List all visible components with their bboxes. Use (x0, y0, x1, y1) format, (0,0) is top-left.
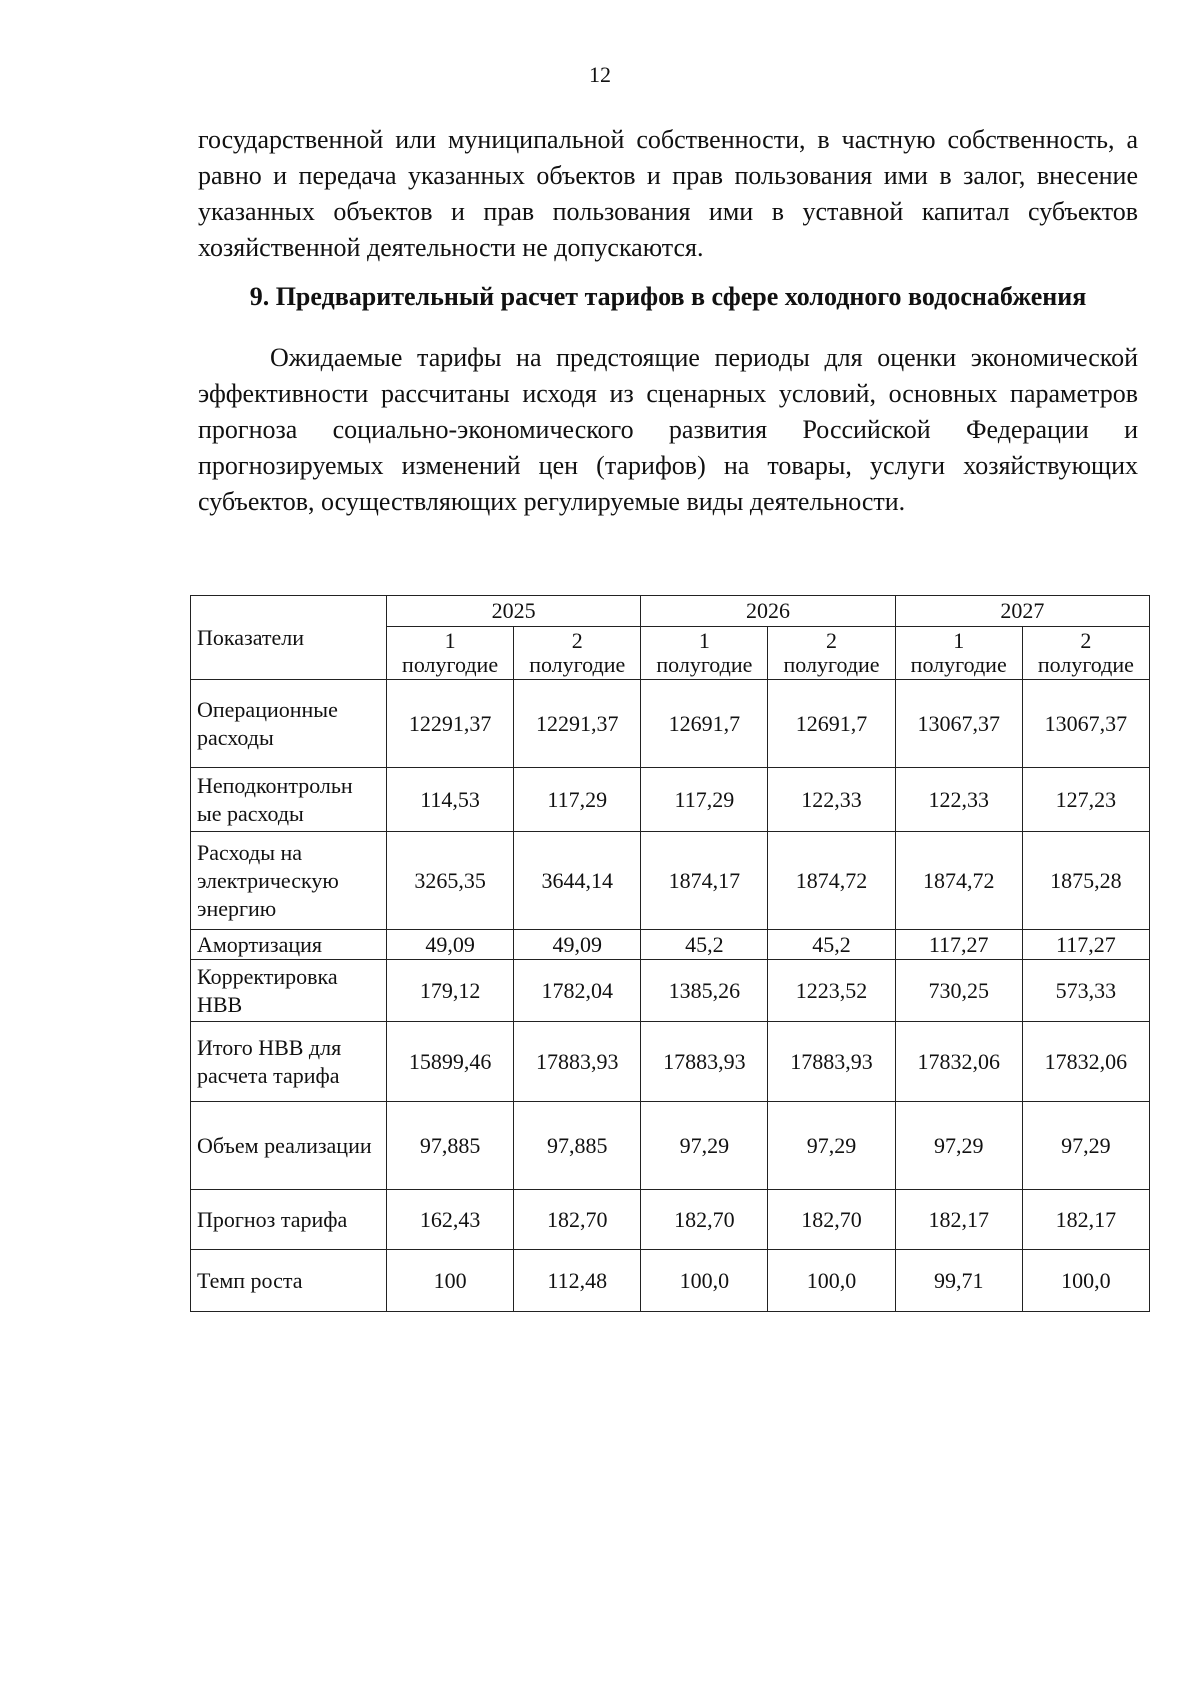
half-year-header (768, 627, 895, 680)
row-label: Корректировка НВВ (191, 960, 387, 1022)
value-cell: 100,0 (1022, 1250, 1149, 1312)
half-number: 2 (571, 628, 583, 653)
half-word: полугодие (656, 652, 753, 677)
half-year-header (641, 627, 768, 680)
value-cell: 12291,37 (387, 680, 514, 768)
year-header: 2025 (387, 596, 641, 627)
row-label: Амортизация (191, 930, 387, 960)
indicator-header: Показатели (191, 596, 387, 680)
value-cell: 122,33 (768, 768, 895, 832)
row-label: Операционные расходы (191, 680, 387, 768)
value-cell: 162,43 (387, 1190, 514, 1250)
half-number: 2 (826, 628, 838, 653)
half-word: полугодие (529, 652, 626, 677)
value-cell: 179,12 (387, 960, 514, 1022)
value-cell: 573,33 (1022, 960, 1149, 1022)
value-cell: 17832,06 (1022, 1022, 1149, 1102)
value-cell: 13067,37 (895, 680, 1022, 768)
tariff-forecast-table (190, 595, 1150, 1312)
value-cell: 3265,35 (387, 832, 514, 930)
half-word: полугодие (783, 652, 880, 677)
value-cell: 3644,14 (514, 832, 641, 930)
value-cell: 12691,7 (768, 680, 895, 768)
paragraph-ownership: государственной или муниципальной собственности, в частную собственность, а равно и передача указанных объектов и прав пользования ими в залог, внесение указанных объектов и прав пользования ими в уставной капитал субъектов хозяйственной деятельности не допускаются. (198, 125, 1138, 262)
half-number: 2 (1080, 628, 1092, 653)
value-cell: 49,09 (514, 930, 641, 960)
value-cell: 45,2 (641, 930, 768, 960)
value-cell: 97,885 (514, 1102, 641, 1190)
table-row (191, 1102, 1150, 1190)
value-cell: 17832,06 (895, 1022, 1022, 1102)
value-cell: 182,70 (514, 1190, 641, 1250)
section-heading: 9. Предварительный расчет тарифов в сфере холодного водоснабжения (249, 282, 1087, 311)
table-row (191, 1250, 1150, 1312)
row-label: Неподконтрольн ые расходы (191, 768, 387, 832)
value-cell: 45,2 (768, 930, 895, 960)
half-word: полугодие (910, 652, 1007, 677)
value-cell: 17883,93 (514, 1022, 641, 1102)
half-year-header (387, 627, 514, 680)
year-header: 2027 (895, 596, 1149, 627)
value-cell: 1875,28 (1022, 832, 1149, 930)
value-cell: 117,29 (514, 768, 641, 832)
value-cell: 99,71 (895, 1250, 1022, 1312)
half-number: 1 (444, 628, 456, 653)
half-year-header (895, 627, 1022, 680)
value-cell: 17883,93 (768, 1022, 895, 1102)
value-cell: 112,48 (514, 1250, 641, 1312)
value-cell: 122,33 (895, 768, 1022, 832)
half-number: 1 (698, 628, 710, 653)
value-cell: 117,27 (1022, 930, 1149, 960)
row-label: Расходы на электрическую энергию (191, 832, 387, 930)
page-number: 12 (589, 62, 611, 87)
value-cell: 100 (387, 1250, 514, 1312)
value-cell: 12691,7 (641, 680, 768, 768)
value-cell: 117,27 (895, 930, 1022, 960)
paragraph-tariff-intro: Ожидаемые тарифы на предстоящие периоды для оценки экономической эффективности рассчитаны исходя из сценарных условий, основных параметров прогноза социально-экономического развития Российской Федерации и прогнозируемых изменений цен (тарифов) на товары, услуги хозяйствующих субъектов, осуществляющих регулируемые виды деятельности. (198, 343, 1138, 516)
table-row (191, 930, 1150, 960)
value-cell: 13067,37 (1022, 680, 1149, 768)
year-header: 2026 (641, 596, 895, 627)
table-row (191, 832, 1150, 930)
row-label: Объем реализации (191, 1102, 387, 1190)
half-year-header (1022, 627, 1149, 680)
value-cell: 1223,52 (768, 960, 895, 1022)
value-cell: 15899,46 (387, 1022, 514, 1102)
value-cell: 17883,93 (641, 1022, 768, 1102)
value-cell: 97,29 (1022, 1102, 1149, 1190)
value-cell: 117,29 (641, 768, 768, 832)
value-cell: 114,53 (387, 768, 514, 832)
value-cell: 97,29 (641, 1102, 768, 1190)
half-number: 1 (953, 628, 965, 653)
value-cell: 1874,72 (768, 832, 895, 930)
value-cell: 1782,04 (514, 960, 641, 1022)
row-label: Итого НВВ для расчета тарифа (191, 1022, 387, 1102)
half-word: полугодие (1037, 652, 1134, 677)
value-cell: 127,23 (1022, 768, 1149, 832)
value-cell: 97,29 (895, 1102, 1022, 1190)
value-cell: 49,09 (387, 930, 514, 960)
value-cell: 97,885 (387, 1102, 514, 1190)
table-row (191, 1022, 1150, 1102)
half-word: полугодие (402, 652, 499, 677)
table-row (191, 960, 1150, 1022)
value-cell: 1874,17 (641, 832, 768, 930)
value-cell: 182,17 (895, 1190, 1022, 1250)
value-cell: 100,0 (641, 1250, 768, 1312)
table-row (191, 768, 1150, 832)
value-cell: 182,70 (768, 1190, 895, 1250)
value-cell: 1874,72 (895, 832, 1022, 930)
value-cell: 182,70 (641, 1190, 768, 1250)
value-cell: 1385,26 (641, 960, 768, 1022)
half-year-header (514, 627, 641, 680)
value-cell: 730,25 (895, 960, 1022, 1022)
table-row (191, 1190, 1150, 1250)
table-row (191, 680, 1150, 768)
row-label: Прогноз тарифа (191, 1190, 387, 1250)
value-cell: 100,0 (768, 1250, 895, 1312)
value-cell: 12291,37 (514, 680, 641, 768)
value-cell: 97,29 (768, 1102, 895, 1190)
row-label: Темп роста (191, 1250, 387, 1312)
value-cell: 182,17 (1022, 1190, 1149, 1250)
